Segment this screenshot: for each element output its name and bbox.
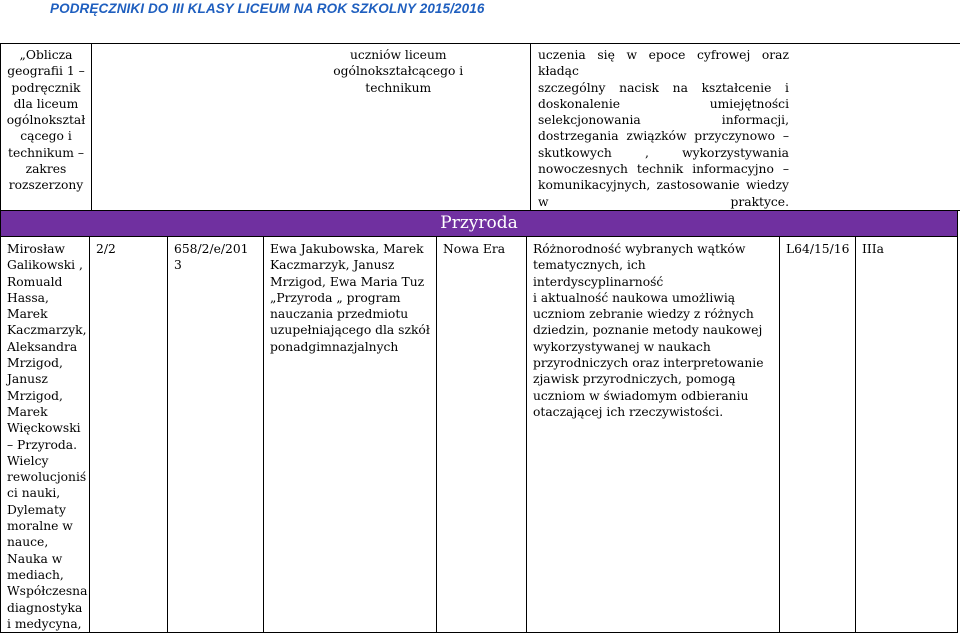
text-line: Marek: [7, 404, 83, 420]
text-line: nowoczesnych technik informacyjno –: [538, 161, 789, 177]
text-line: rozszerzony: [1, 177, 91, 193]
text-line: nauczania przedmiotu: [270, 306, 430, 322]
text-line: Marek: [7, 306, 83, 322]
text-line: ci nauki,: [7, 485, 83, 501]
text-line: dla liceum: [1, 96, 91, 112]
text-line: wykorzystywanej w naukach: [533, 339, 773, 355]
text-line: ponadgimnazjalnych: [270, 339, 430, 355]
text-line: zjawisk przyrodniczych, pomogą: [533, 371, 773, 387]
text-line: zakres: [1, 161, 91, 177]
text-line: selekcjonowania informacji,: [538, 112, 789, 128]
table-row: [1, 237, 958, 633]
text-line: Dylematy: [7, 502, 83, 518]
geography-table: [0, 43, 960, 211]
text-line: ogólnokształcącego i: [267, 63, 531, 79]
approval-number-cell: [168, 237, 264, 633]
text-line: Hassa,: [7, 290, 83, 306]
text-line: – Przyroda.: [7, 437, 83, 453]
empty-cell: [92, 44, 172, 211]
description-cell: [531, 44, 960, 211]
book-title-cell: [1, 44, 92, 211]
text-line: Janusz: [7, 371, 83, 387]
text-line: uzupełniającego dla szkół: [270, 322, 430, 338]
text-line: uczniów liceum: [267, 47, 531, 63]
text-line: technikum –: [1, 145, 91, 161]
text-line: Nauka w: [7, 551, 83, 567]
przyroda-description: [533, 241, 773, 420]
text-line: diagnostyka: [7, 600, 83, 616]
text-line: uczniom w świadomym odbieraniu: [533, 388, 773, 404]
publisher-cell: Nowa Era: [437, 237, 527, 633]
text-line: Kaczmarzyk,: [7, 322, 83, 338]
text-line: Aleksandra: [7, 339, 83, 355]
text-line: Mirosław: [7, 241, 83, 257]
empty-cell: [172, 44, 267, 211]
audience-text: [267, 47, 531, 96]
text-line: skutkowych , wykorzystywania: [538, 145, 789, 161]
text-line: ogólnokształ: [1, 112, 91, 128]
text-line: tematycznych, ich interdyscyplinarność: [533, 257, 773, 290]
book-title: [1, 47, 91, 194]
text-line: moralne w: [7, 518, 83, 534]
audience-cell: [267, 44, 531, 211]
text-line: rewolucjoniś: [7, 469, 83, 485]
authors-cell: [1, 237, 90, 633]
text-line: Kaczmarzyk, Janusz: [270, 257, 430, 273]
part-cell: 2/2: [90, 237, 168, 633]
text-line: cącego i: [1, 128, 91, 144]
authors-text: [7, 241, 83, 632]
text-line: w praktyce.: [538, 194, 789, 210]
text-line: Mrzigod, Ewa Maria Tuz: [270, 274, 430, 290]
text-line: mediach,: [7, 567, 83, 583]
table-row: [1, 44, 960, 211]
text-line: geografii 1 –: [1, 63, 91, 79]
text-line: dziedzin, poznanie metody naukowej: [533, 322, 773, 338]
text-line: i medycyna,: [7, 616, 83, 632]
text-line: technikum: [267, 80, 531, 96]
text-line: Romuald: [7, 274, 83, 290]
text-line: Ewa Jakubowska, Marek: [270, 241, 430, 257]
section-title: Przyroda: [1, 211, 958, 237]
text-line: Różnorodność wybranych wątków: [533, 241, 773, 257]
text-line: Galikowski ,: [7, 257, 83, 273]
text-line: komunikacyjnych, zastosowanie wiedzy: [538, 177, 789, 193]
program-cell: [264, 237, 437, 633]
text-line: i aktualność naukowa umożliwią: [533, 290, 773, 306]
text-line: Wielcy: [7, 453, 83, 469]
text-line: Mrzigod,: [7, 388, 83, 404]
text-line: Więckowski: [7, 420, 83, 436]
text-line: „Przyroda „ program: [270, 290, 430, 306]
description-cell: [527, 237, 780, 633]
text-line: uczniom zebranie wiedzy z różnych: [533, 306, 773, 322]
text-line: Mrzigod,: [7, 355, 83, 371]
przyroda-table: [0, 210, 958, 633]
approval-number: [174, 241, 257, 274]
text-line: 658/2/e/201: [174, 241, 257, 257]
text-line: otaczającej ich rzeczywistości.: [533, 404, 773, 420]
text-line: „Oblicza: [1, 47, 91, 63]
text-line: 3: [174, 257, 257, 273]
text-line: uczenia się w epoce cyfrowej oraz kładąc: [538, 47, 789, 80]
text-line: doskonalenie umiejętności: [538, 96, 789, 112]
text-line: Współczesna: [7, 583, 83, 599]
code-cell: L64/15/16: [780, 237, 856, 633]
text-line: szczególny nacisk na kształcenie i: [538, 80, 789, 96]
text-line: przyrodniczych oraz interpretowanie: [533, 355, 773, 371]
geography-description: [538, 47, 789, 210]
page-header: PODRĘCZNIKI DO III KLASY LICEUM NA ROK SZKOLNY 2015/2016: [50, 1, 484, 16]
text-line: podręcznik: [1, 80, 91, 96]
program-text: [270, 241, 430, 355]
text-line: nauce,: [7, 534, 83, 550]
section-header-row: [1, 211, 958, 237]
class-cell: IIIa: [856, 237, 958, 633]
text-line: dostrzegania związków przyczynowo –: [538, 128, 789, 144]
